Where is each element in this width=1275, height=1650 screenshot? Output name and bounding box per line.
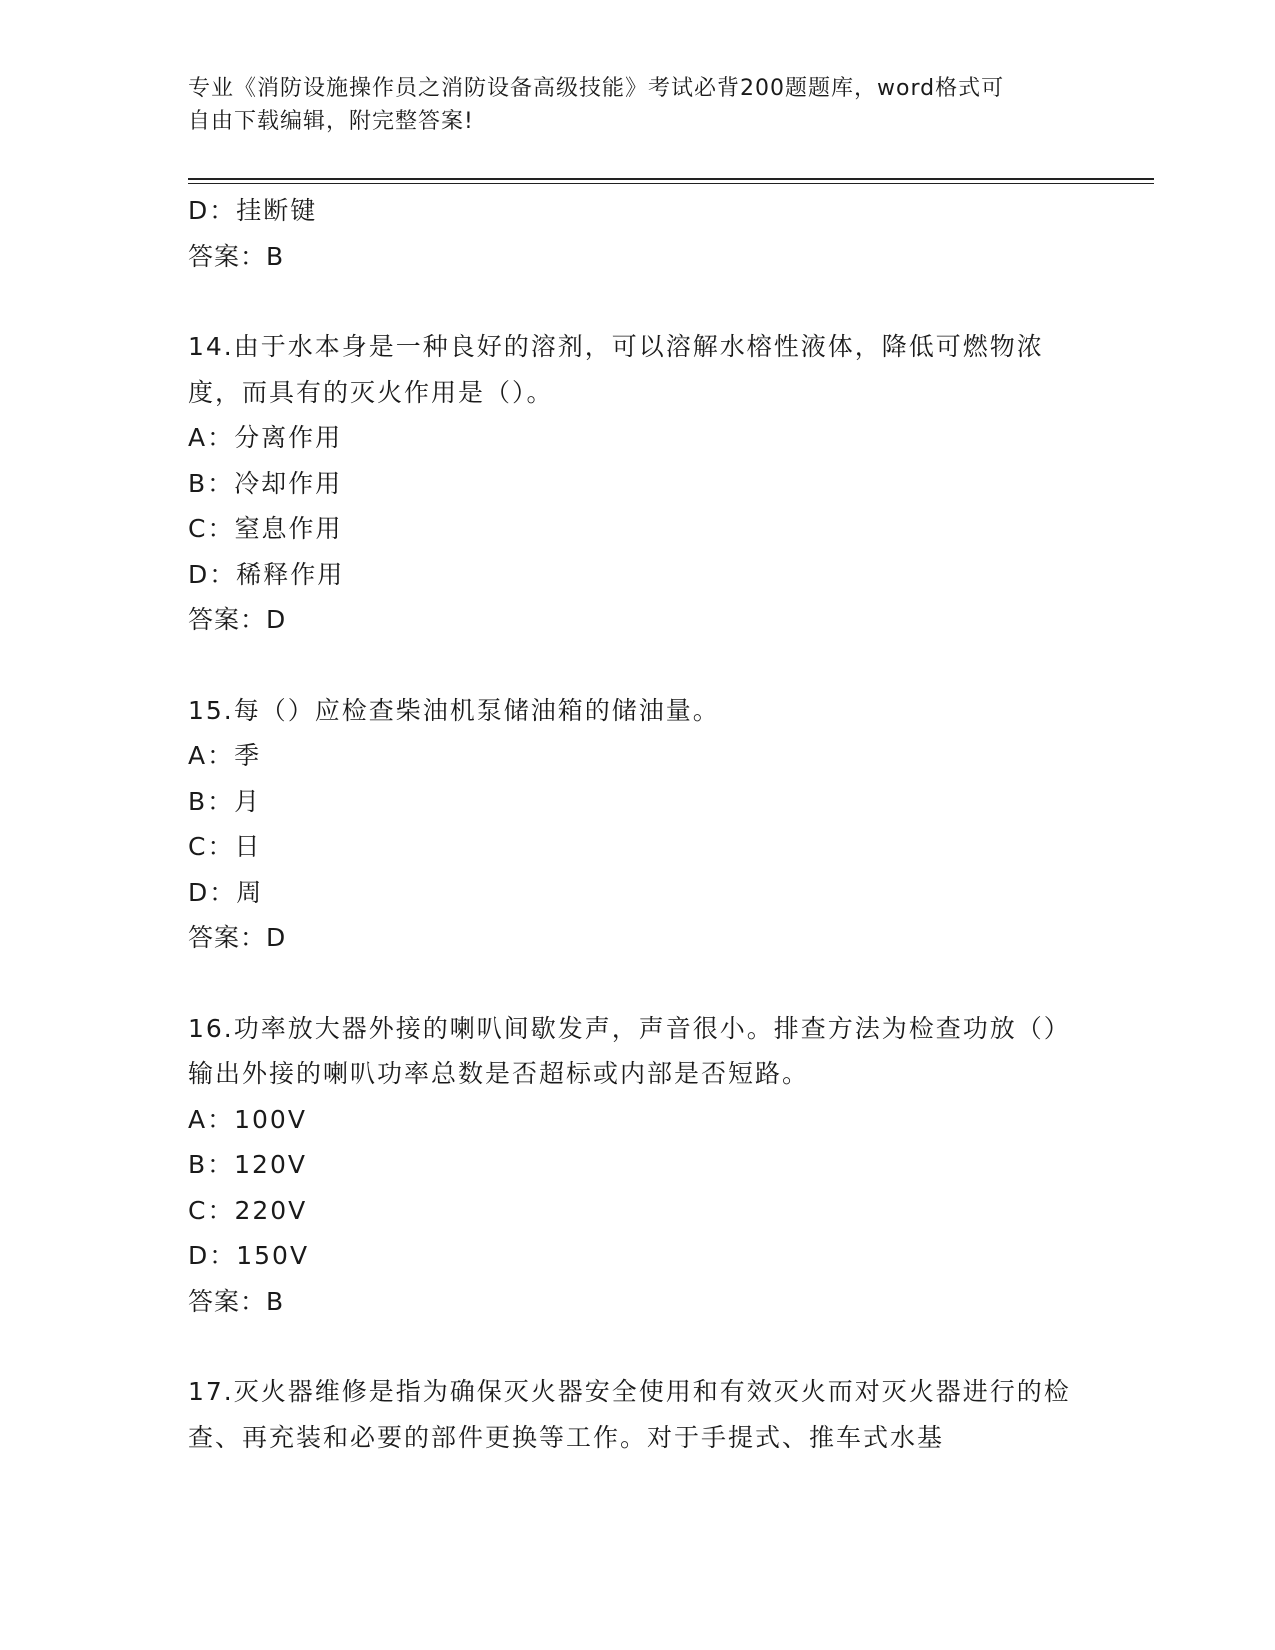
option-d: D：挂断键 [188,196,318,225]
question-text: 17.灭火器维修是指为确保灭火器安全使用和有效灭火而对灭火器进行的检查、再充装和必要的部件更换等工作。对于手提式、推车式水基 [188,1377,1071,1452]
spacer [188,1324,1078,1369]
answer-line: 答案：D [188,605,287,634]
answer-line: 答案：B [188,241,285,271]
question-text: 15.每（）应检查柴油机泵储油箱的储油量。 [188,695,720,725]
option-b: B：月 [188,786,262,816]
option-c: C：窒息作用 [188,514,343,543]
question-16 [188,1006,1078,1325]
spacer [188,643,1078,688]
question-14 [188,324,1078,643]
header-line-2: 自由下载编辑，附完整答案! [188,109,474,134]
option-b: B：120V [188,1150,307,1179]
question-text: 16.功率放大器外接的喇叭间歇发声，声音很小。排查方法为检查功放（）输出外接的喇叭功率总数是否超标或内部是否短路。 [188,1013,1071,1088]
header-divider-thick [188,178,1154,180]
answer-line: 答案：D [188,923,287,952]
page-header [188,72,1088,138]
option-b: B：冷却作用 [188,468,343,498]
header-line-1: 专业《消防设施操作员之消防设备高级技能》考试必背200题题库，word格式可 [188,76,1005,101]
spacer [188,961,1078,1006]
option-c: C：220V [188,1195,308,1225]
option-c: C：日 [188,832,262,861]
option-a: A：季 [188,741,262,770]
question-15 [188,688,1078,961]
option-d: D：稀释作用 [188,559,345,589]
option-d: D：150V [188,1241,310,1270]
previous-question-tail [188,188,1078,279]
question-text: 14.由于水本身是一种良好的溶剂，可以溶解水榕性液体，降低可燃物浓度，而具有的灭火作用是（）。 [188,332,1044,407]
option-d: D：周 [188,877,264,907]
question-17 [188,1369,1078,1460]
question-list [188,188,1078,1460]
spacer [188,279,1078,324]
option-a: A：100V [188,1104,307,1134]
header-divider-thin [188,183,1154,184]
answer-line: 答案：B [188,1286,285,1316]
option-a: A：分离作用 [188,423,343,452]
